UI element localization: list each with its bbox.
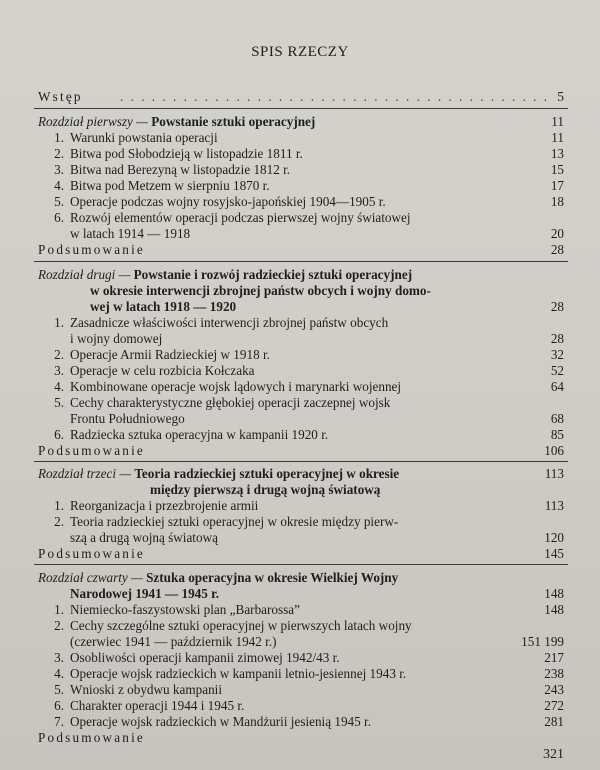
item-number: 1.	[54, 315, 64, 330]
item-page: 15	[550, 162, 564, 177]
item-text: Frontu Południowego	[70, 411, 185, 426]
item-text: Rozwój elementów operacji podczas pierwszej wojny światowej	[70, 210, 411, 225]
chapter-title: wej w latach 1918 — 1920	[90, 299, 237, 314]
wstep-page: 5	[557, 89, 564, 104]
item-text: Operacje w celu rozbicia Kołczaka	[70, 363, 255, 378]
item-page: 18	[550, 194, 564, 209]
item-number: 5.	[54, 682, 64, 697]
item-page: 20	[550, 226, 564, 241]
item-text: Osobliwości operacji kampanii zimowej 1942/43 r.	[70, 650, 340, 665]
item-text: Bitwa pod Słobodzieją w listopadzie 1811 r.	[70, 146, 303, 161]
item-number: 1.	[54, 130, 64, 145]
item-number: 4.	[54, 178, 64, 193]
chapter-lead: Rozdział czwarty —	[38, 570, 143, 585]
chapter-page: 113	[544, 466, 564, 481]
item-text: Zasadnicze właściwości interwencji zbrojnej państw obcych	[70, 315, 389, 330]
chapter-title: Narodowej 1941 — 1945 r.	[70, 586, 220, 601]
chapter-title: Powstanie sztuki operacyjnej	[151, 114, 316, 129]
page-number: 321	[543, 747, 564, 762]
item-page: 217	[544, 650, 564, 665]
item-text: Operacje Armii Radzieckiej w 1918 r.	[70, 347, 270, 362]
item-text: i wojny domowej	[70, 331, 163, 346]
item-text: Radziecka sztuka operacyjna w kampanii 1920 r.	[70, 427, 329, 442]
summary-page: 106	[544, 443, 564, 458]
item-text: Teoria radzieckiej sztuki operacyjnej w okresie między pierw-	[70, 514, 399, 529]
item-text: w latach 1914 — 1918	[70, 226, 191, 241]
divider	[34, 261, 568, 262]
item-number: 2.	[54, 146, 64, 161]
item-page: 243	[544, 682, 564, 697]
item-page: 151 199	[521, 634, 564, 649]
chapter-title: między pierwszą i drugą wojną światową	[150, 482, 381, 497]
page-number-row	[0, 746, 600, 764]
chapter-summary	[0, 442, 600, 460]
item-number: 3.	[54, 363, 64, 378]
item-text: Warunki powstania operacji	[70, 130, 218, 145]
item-number: 7.	[54, 714, 64, 729]
divider	[34, 564, 568, 565]
item-page: 52	[550, 363, 564, 378]
item-page: 68	[550, 411, 564, 426]
toc-entry-wstep	[0, 88, 600, 106]
item-number: 3.	[54, 162, 64, 177]
chapter-lead: Rozdział pierwszy —	[38, 114, 148, 129]
item-page: 148	[544, 602, 564, 617]
item-number: 1.	[54, 498, 64, 513]
item-text: Reorganizacja i przezbrojenie armii	[70, 498, 259, 513]
divider	[34, 108, 568, 109]
item-number: 2.	[54, 618, 64, 633]
item-number: 3.	[54, 650, 64, 665]
chapter-page: 28	[550, 299, 564, 314]
item-page: 64	[550, 379, 564, 394]
item-number: 6.	[54, 210, 64, 225]
item-number: 5.	[54, 395, 64, 410]
item-page: 113	[544, 498, 564, 513]
item-page: 13	[550, 146, 564, 161]
item-text: Bitwa pod Metzem w sierpniu 1870 r.	[70, 178, 270, 193]
item-page: 28	[550, 331, 564, 346]
item-text: szą a drugą wojną światową	[70, 530, 218, 545]
item-text: (czerwiec 1941 — październik 1942 r.)	[70, 634, 277, 649]
item-text: Kombinowane operacje wojsk lądowych i marynarki wojennej	[70, 379, 402, 394]
item-text: Cechy charakterystyczne głębokiej operacji zaczepnej wojsk	[70, 395, 391, 410]
summary-label: Podsumowanie	[38, 242, 145, 257]
summary-page: 145	[544, 546, 564, 561]
divider	[34, 461, 568, 462]
chapter-title: Teoria radzieckiej sztuki operacyjnej w okresie	[134, 466, 400, 481]
item-text: Charakter operacji 1944 i 1945 r.	[70, 698, 245, 713]
item-page: 17	[550, 178, 564, 193]
item-number: 4.	[54, 379, 64, 394]
item-page: 32	[550, 347, 564, 362]
item-text: Operacje wojsk radzieckich w Mandżurii jesienią 1945 r.	[70, 714, 372, 729]
chapter-lead: Rozdział drugi —	[38, 267, 131, 282]
item-text: Wnioski z obydwu kampanii	[70, 682, 222, 697]
chapter-page: 148	[544, 586, 564, 601]
page-title: SPIS RZECZY	[251, 44, 349, 60]
item-number: 6.	[54, 698, 64, 713]
chapter-summary	[0, 545, 600, 563]
wstep-dots: . . . . . . . . . . . . . . . . . . . . . . . . . . . . . . . . . . . . . . . . .	[120, 89, 550, 104]
item-page: 238	[544, 666, 564, 681]
item-text: Operacje wojsk radzieckich w kampanii letnio-jesiennej 1943 r.	[70, 666, 407, 681]
chapter-title: w okresie interwencji zbrojnej państw obcych i wojny domo-	[90, 283, 431, 298]
item-page: 281	[544, 714, 564, 729]
item-text: Niemiecko-faszystowski plan „Barbarossa”	[70, 602, 300, 617]
summary-label: Podsumowanie	[38, 730, 145, 745]
summary-label: Podsumowanie	[38, 546, 145, 561]
item-page: 85	[550, 427, 564, 442]
chapter-title: Powstanie i rozwój radzieckiej sztuki operacyjnej	[133, 267, 413, 282]
summary-label: Podsumowanie	[38, 443, 145, 458]
item-number: 2.	[54, 514, 64, 529]
item-text: Bitwa nad Berezyną w listopadzie 1812 r.	[70, 162, 291, 177]
item-text: Operacje podczas wojny rosyjsko-japońskiej 1904—1905 r.	[70, 194, 386, 209]
item-number: 6.	[54, 427, 64, 442]
item-number: 2.	[54, 347, 64, 362]
item-number: 1.	[54, 602, 64, 617]
chapter-title: Sztuka operacyjna w okresie Wielkiej Wojny	[146, 570, 399, 585]
chapter-page: 11	[551, 114, 564, 129]
item-page: 11	[551, 130, 564, 145]
item-page: 120	[544, 530, 564, 545]
item-number: 5.	[54, 194, 64, 209]
item-text: Cechy szczególne sztuki operacyjnej w pierwszych latach wojny	[70, 618, 412, 633]
wstep-label: Wstęp	[38, 89, 83, 104]
chapter-summary	[0, 729, 600, 747]
chapter-lead: Rozdział trzeci —	[38, 466, 132, 481]
item-page: 272	[544, 698, 564, 713]
chapter-summary	[0, 241, 600, 259]
summary-page: 28	[550, 242, 564, 257]
item-number: 4.	[54, 666, 64, 681]
